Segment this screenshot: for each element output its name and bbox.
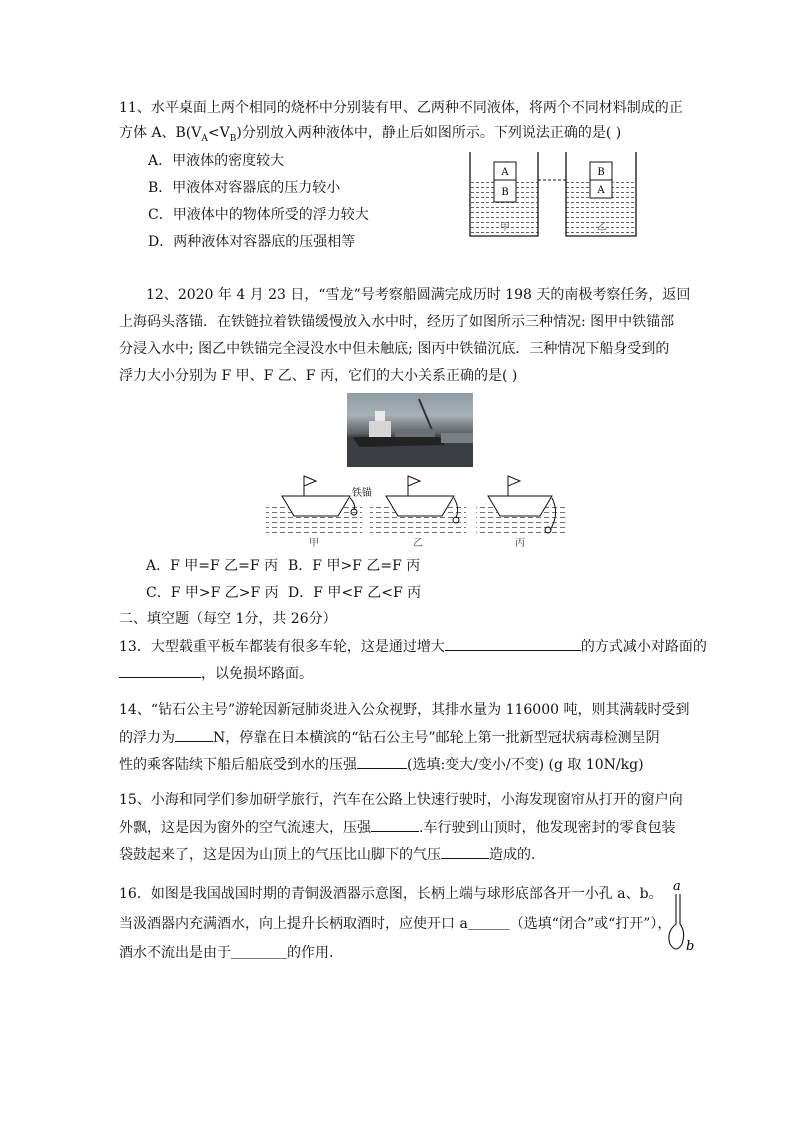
q12-stem-line2: 上海码头落锚．在铁链拉着铁锚缓慢放入水中时，经历了如图所示三种情况: 图甲中铁锚部 xyxy=(119,314,675,330)
q15-blank-1[interactable] xyxy=(371,817,419,832)
q11-option-b: B．甲液体对容器底的压力较小 xyxy=(148,180,341,196)
q15-line1: 15、小海和同学们参加研学旅行，汽车在公路上快速行驶时，小海发现窗帘从打开的窗户向 xyxy=(119,792,683,808)
q11-fig-left-top-label: A xyxy=(501,167,509,178)
q11-fig-right-top-label: B xyxy=(597,167,605,178)
q13-blank-2[interactable] xyxy=(119,663,201,678)
q12-option-c: C．F 甲>F 乙>F 丙 xyxy=(146,585,279,601)
q11-stem-line1: 11、水平桌面上两个相同的烧杯中分别装有甲、乙两种不同液体，将两个不同材料制成的正 xyxy=(119,100,683,116)
q12-stem-line1: 12、2020 年 4 月 23 日，“雪龙”号考察船圆满完成历时 198 天的南极考察任务，返回 xyxy=(146,287,691,303)
q11-beakers-figure xyxy=(466,150,642,242)
q12-stem-line4: 浮力大小分别为 F 甲、F 乙、F 丙，它们的大小关系正确的是( ) xyxy=(119,368,518,384)
q14-line2: 的浮力为 N，停靠在日本横滨的“钻石公主号”邮轮上第一批新型冠状病毒检测呈阴 xyxy=(119,727,660,748)
q14-line3: 性的乘客陆续下船后船底受到水的压强 (选填:变大/变小/不变) (g 取 10N/kg) xyxy=(119,754,644,775)
q11-fig-right-caption: 乙 xyxy=(597,222,607,233)
ship-photo xyxy=(347,393,473,467)
q12-boats-figure xyxy=(264,470,570,550)
dipper-label-b: b xyxy=(686,939,695,954)
q14-blank-1[interactable] xyxy=(175,727,213,742)
q12-stem-line3: 分浸入水中; 图乙中铁锚完全浸没水中但未触底; 图丙中铁锚沉底．三种情况下船身受到的 xyxy=(119,341,670,357)
q15-line2: 外飘，这是因为窗外的空气流速大，压强 .车行驶到山顶时，他发现密封的零食包装 xyxy=(119,817,675,838)
q14-line1: 14、“钻石公主号”游轮因新冠肺炎进入公众视野，其排水量为 116000 吨，则其满载时受到 xyxy=(119,702,690,718)
boat-label-1: 甲 xyxy=(309,538,319,549)
q13-line1: 13．大型载重平板车都装有很多车轮，这是通过增大 的方式减小对路面的 xyxy=(119,636,707,657)
q13-line2: ，以免损坏路面。 xyxy=(119,663,313,684)
q16-line1: 16．如图是我国战国时期的青铜汲酒器示意图，长柄上端与球形底部各开一小孔 a、b。 xyxy=(119,886,663,902)
q16-line2: 当汲酒器内充满酒水，向上提升长柄取酒时，应使开口 a＿＿＿（选填“闭合”或“打开”）， xyxy=(119,916,672,932)
q13-blank-1[interactable] xyxy=(445,636,581,651)
boat-label-3: 丙 xyxy=(515,538,525,549)
q14-blank-2[interactable] xyxy=(357,754,407,769)
q15-line3: 袋鼓起来了，这是因为山顶上的气压比山脚下的气压 造成的. xyxy=(119,844,535,865)
wine-dipper-figure xyxy=(662,878,696,956)
q16-line3: 酒水不流出是由于＿＿＿＿的作用. xyxy=(119,945,334,961)
section-heading: 二、填空题（每空 1分，共 26分） xyxy=(119,611,337,627)
boat-label-2: 乙 xyxy=(413,538,423,549)
q12-option-a: A．F 甲=F 乙=F 丙 xyxy=(146,558,279,574)
q11-option-d: D．两种液体对容器底的压强相等 xyxy=(148,234,356,250)
q11-option-a: A．甲液体的密度较大 xyxy=(148,153,285,169)
q11-fig-left-bottom-label: B xyxy=(501,187,509,198)
q11-stem-line2: 方体 A、$B(V_A<V_B)$分别放入两种液体中，静止后如图所示。下列说法正确的是( ) xyxy=(119,125,622,144)
q11-option-c: C．甲液体中的物体所受的浮力较大 xyxy=(148,207,369,223)
q12-option-d: D．F 甲<F 乙<F 丙 xyxy=(288,585,422,601)
anchor-label: 铁锚 xyxy=(352,488,372,499)
q12-option-b: B．F 甲>F 乙=F 丙 xyxy=(288,558,421,574)
q15-blank-2[interactable] xyxy=(441,844,489,859)
dipper-label-a: a xyxy=(673,879,681,894)
q11-fig-right-bottom-label: A xyxy=(597,185,605,196)
q11-fig-left-caption: 甲 xyxy=(500,222,510,233)
